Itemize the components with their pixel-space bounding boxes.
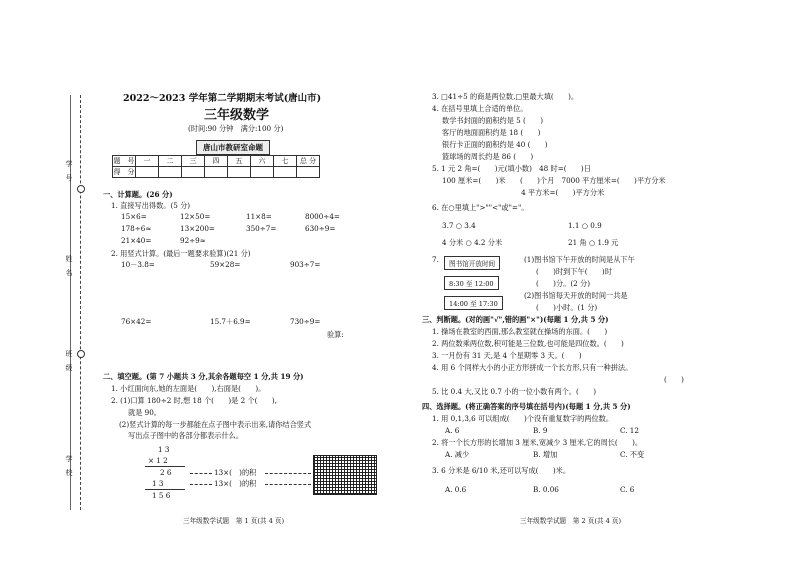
judge-item: 3. 一月份有 31 天,是 4 个星期零 3 天。( ) bbox=[432, 351, 582, 360]
score-cell[interactable] bbox=[297, 167, 320, 178]
judge-item: 1. 操场在教室的西面,那么教室就在操场的东面。( ) bbox=[432, 327, 608, 336]
choice-option: A. 0.6 bbox=[445, 485, 467, 494]
score-cell[interactable] bbox=[251, 167, 274, 178]
class-label: 班 级 bbox=[65, 350, 73, 371]
score-table bbox=[112, 155, 320, 178]
vertical-digit: 1 3 bbox=[158, 445, 170, 454]
calc-item: 11×8= bbox=[246, 212, 272, 221]
score-cell[interactable] bbox=[159, 167, 182, 178]
choice-option: B. 9 bbox=[533, 426, 548, 435]
choice-option: C. 不变 bbox=[620, 450, 645, 459]
calc-item: 350÷7= bbox=[246, 224, 277, 233]
subject-title: 三年级数学 bbox=[204, 108, 270, 123]
question-number: 7. bbox=[432, 255, 439, 264]
compare-item: 1.1 ○ 0.9 bbox=[568, 221, 602, 230]
vertical-digit: 2 6 bbox=[160, 468, 172, 477]
exam-title: 2022～2023 学年第二学期期末考试(唐山市) bbox=[123, 93, 322, 104]
vertical-digit: 1 5 6 bbox=[152, 491, 171, 500]
score-header-cell: 一 bbox=[136, 156, 159, 167]
score-row-label: 得 分 bbox=[113, 168, 135, 176]
question-text: ( )小时。(1 分) bbox=[536, 303, 598, 312]
choice-option: A. 6 bbox=[445, 426, 460, 435]
choice-option: B. 增加 bbox=[533, 450, 558, 459]
vertical-rule bbox=[145, 489, 185, 490]
question-text: 4 平方米=( )平方分米 bbox=[442, 188, 605, 197]
binding-line bbox=[70, 95, 71, 510]
page-footer: 三年级数学试题 第 2 页(共 4 页) bbox=[520, 517, 622, 525]
score-cell[interactable] bbox=[205, 167, 228, 178]
score-cell[interactable] bbox=[228, 167, 251, 178]
compare-item: 4 分米 ○ 4.2 分米 bbox=[442, 238, 503, 247]
question-text: ( )分。(2 分) bbox=[536, 279, 591, 288]
dot-grid-image bbox=[313, 455, 377, 495]
score-header-cell: 四 bbox=[205, 156, 228, 167]
calc-item: 8000÷4= bbox=[305, 212, 340, 221]
meaning-blank: 13×( )的积 bbox=[214, 479, 257, 488]
vertical-calc-item: 15.7＋6.9= bbox=[210, 317, 251, 326]
question-text: 1. 直接写出得数。(5 分) bbox=[111, 201, 191, 210]
question-text: 100 厘米=( )米 ( )个月 7000 平方厘米=( )平方分米 bbox=[442, 176, 666, 185]
question-text: 5. 1 元 2 角=( )元(填小数) 48 时=( )日 bbox=[432, 164, 591, 173]
unit-item: 银行卡正面的面积约是 40 ( ) bbox=[442, 140, 548, 149]
calc-item: 21×40= bbox=[121, 236, 152, 245]
choice-option: B. 0.06 bbox=[533, 485, 559, 494]
library-hours-afternoon: 14:00 至 17:30 bbox=[444, 296, 503, 310]
arrow-line bbox=[190, 484, 212, 485]
score-cell[interactable] bbox=[136, 167, 159, 178]
vertical-calc-item: 76×42= bbox=[121, 317, 152, 326]
question-text: 6. 在○里填上">""<"或"="。 bbox=[432, 203, 529, 212]
judge-blank: ( ) bbox=[664, 375, 684, 384]
question-text: 就是 90。 bbox=[128, 408, 161, 417]
question-text: 3. □41÷5 的商是两位数,□里最大填( )。 bbox=[432, 92, 579, 101]
score-header-cell: 题 号 bbox=[113, 157, 135, 165]
name-label: 姓 名 bbox=[65, 255, 73, 276]
judge-item: 4. 用 6 个同样大小的小正方形拼成一个长方形,只有一种拼法。 bbox=[432, 363, 633, 372]
choice-question: 2. 将一个长方形的长增加 3 厘米,宽减少 3 厘米,它的周长( )。 bbox=[432, 438, 643, 447]
student-id-label: 学 号 bbox=[65, 160, 73, 181]
section-3-heading: 三、判断题。(对的画"√",错的画"×")(每题 1 分,共 5 分) bbox=[422, 315, 609, 324]
vertical-digit: 1 3 bbox=[152, 479, 164, 488]
vertical-calc-item: 59×28= bbox=[210, 260, 241, 269]
calc-item: 13×200= bbox=[180, 224, 215, 233]
compare-item: 21 角 ○ 1.9 元 bbox=[568, 238, 619, 247]
compare-item: 3.7 ○ 3.4 bbox=[442, 221, 476, 230]
calc-item: 15×6= bbox=[121, 212, 147, 221]
section-4-heading: 四、选择题。(将正确答案的序号填在括号内)(每题 1 分,共 5 分) bbox=[422, 402, 631, 411]
choice-option: C. 6 bbox=[620, 485, 635, 494]
arrow-line bbox=[265, 473, 311, 474]
library-hours-title: 图书馆开放时间 bbox=[444, 256, 500, 270]
score-cell[interactable] bbox=[182, 167, 205, 178]
judge-item: 2. 两位数乘两位数,积可能是三位数,也可能是四位数。( ) bbox=[432, 339, 624, 348]
judge-item: 5. 比 0.4 大,又比 0.7 小的一位小数有两个。( ) bbox=[432, 387, 597, 396]
cut-line bbox=[80, 95, 81, 510]
exam-meta: (时间:90 分钟 满分:100 分) bbox=[188, 124, 284, 133]
vertical-calc-item: 10－3.8= bbox=[121, 260, 155, 269]
vertical-calc-item: 730÷9= bbox=[290, 317, 321, 326]
section-1-heading: 一、计算题。(26 分) bbox=[103, 190, 173, 199]
score-header-cell: 六 bbox=[251, 156, 274, 167]
binding-hole bbox=[77, 185, 85, 193]
vertical-calc-item: 903÷7= bbox=[290, 260, 321, 269]
question-text: (1)图书馆下午开放的时间是从下午 bbox=[524, 255, 635, 264]
vertical-digit: × 1 2 bbox=[148, 456, 168, 465]
vertical-rule bbox=[145, 466, 185, 467]
question-text: 4. 在括号里填上合适的单位。 bbox=[432, 104, 528, 113]
unit-item: 篮球场的周长约是 86 ( ) bbox=[442, 152, 534, 161]
score-header-cell: 总 分 bbox=[297, 156, 320, 167]
score-cell[interactable] bbox=[274, 167, 297, 178]
calc-item: 12×50= bbox=[180, 212, 211, 221]
choice-option: C. 12 bbox=[620, 426, 639, 435]
choice-question: 3. 6 分米是 6/10 米,还可以写成( )米。 bbox=[432, 466, 571, 475]
calc-item: 178÷6≈ bbox=[121, 224, 152, 233]
binding-hole bbox=[77, 350, 85, 358]
question-text: (2)竖式计算的每一步都能在点子图中表示出来,请你结合竖式 bbox=[119, 420, 312, 429]
choice-option: A. 减少 bbox=[445, 450, 470, 459]
score-header-cell: 七 bbox=[274, 156, 297, 167]
issuer-badge: 唐山市教研室命题 bbox=[196, 140, 270, 155]
meaning-blank: 13×( )的积 bbox=[214, 468, 257, 477]
school-label: 学 校 bbox=[65, 455, 73, 476]
question-text: 1. 小红面向东,她的左面是( ),右面是( )。 bbox=[111, 384, 266, 393]
calc-item: 92÷9≈ bbox=[180, 236, 206, 245]
arrow-line bbox=[265, 484, 311, 485]
score-header-cell: 二 bbox=[159, 156, 182, 167]
library-hours-morning: 8:30 至 12:00 bbox=[444, 276, 499, 290]
page-footer: 三年级数学试题 第 1 页(共 4 页) bbox=[183, 517, 285, 525]
question-text: 2. (1)口算 180÷2 时,想 18 个( )是 2 个( ), bbox=[111, 396, 277, 405]
unit-item: 客厅的地面面积约是 18 ( ) bbox=[442, 128, 541, 137]
unit-item: 数学书封面的面积约是 5 ( ) bbox=[442, 116, 544, 125]
score-header-cell: 三 bbox=[182, 156, 205, 167]
question-text: 写出点子图中的各部分都表示什么。 bbox=[128, 431, 244, 440]
question-text: 2. 用竖式计算。(最后一题要求验算)(21 分) bbox=[111, 249, 251, 258]
question-text: (2)图书馆每天开放的时间一共是 bbox=[524, 291, 628, 300]
question-text: ( )时到下午( )时 bbox=[536, 267, 612, 276]
section-2-heading: 二、填空题。(第 7 小题共 3 分,其余各题每空 1 分,共 19 分) bbox=[103, 372, 304, 381]
arrow-line bbox=[190, 473, 212, 474]
score-header-cell: 五 bbox=[228, 156, 251, 167]
check-label: 验算: bbox=[327, 330, 344, 339]
calc-item: 630÷9= bbox=[305, 224, 336, 233]
choice-question: 1. 用 0,1,3,6 可以组成( )个没有重复数字的两位数。 bbox=[432, 414, 614, 423]
